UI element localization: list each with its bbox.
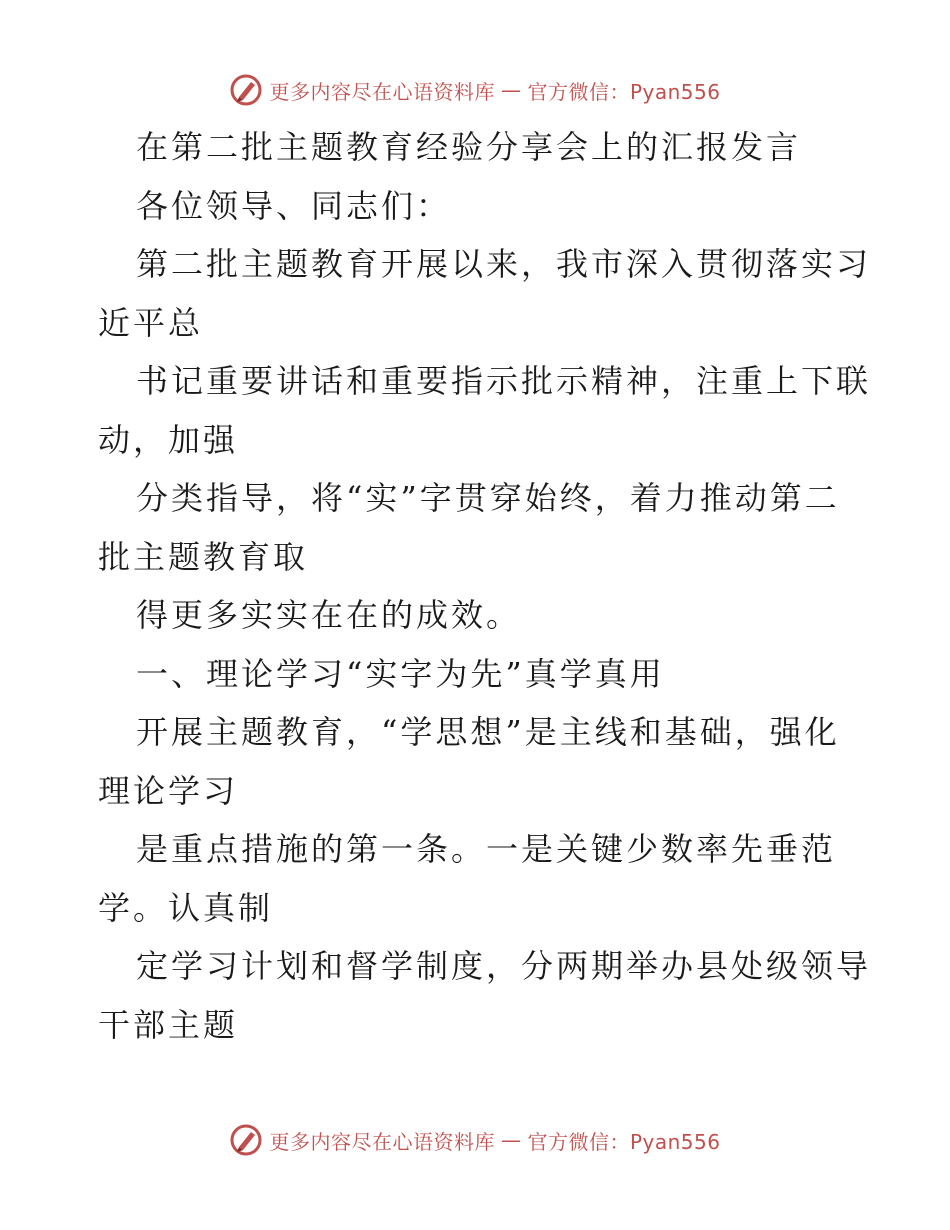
paragraph-line: 分类指导，将“实”字贯穿始终，着力推动第二 bbox=[136, 479, 840, 517]
paragraph-line: 理论学习 bbox=[98, 771, 239, 810]
paragraph-line: 动，加强 bbox=[98, 420, 239, 459]
watermark-content bbox=[229, 1123, 720, 1157]
watermark-wechat: 官方微信：Pyan556 bbox=[527, 1129, 721, 1154]
pen-nib-logo-icon bbox=[229, 73, 263, 107]
document-title: 在第二批主题教育经验分享会上的汇报发言 bbox=[136, 128, 802, 166]
paragraph-line: 近平总 bbox=[98, 303, 204, 342]
watermark-brand: 更多内容尽在心语资料库 bbox=[269, 79, 495, 104]
paragraph-line: 书记重要讲话和重要指示批示精神，注重上下联 bbox=[136, 362, 872, 400]
header-watermark bbox=[0, 70, 950, 110]
watermark-wechat: 官方微信：Pyan556 bbox=[527, 79, 721, 104]
footer-watermark bbox=[0, 1120, 950, 1160]
salutation: 各位领导、同志们： bbox=[136, 186, 452, 225]
pen-nib-logo-icon bbox=[229, 1123, 263, 1157]
paragraph-line: 批主题教育取 bbox=[98, 537, 309, 576]
paragraph-line: 学。认真制 bbox=[98, 888, 274, 927]
watermark-content bbox=[229, 73, 720, 107]
paragraph-line: 定学习计划和督学制度，分两期举办县处级领导 bbox=[136, 947, 872, 985]
document-body bbox=[98, 118, 872, 1054]
paragraph-line: 第二批主题教育开展以来，我市深入贯彻落实习 bbox=[136, 245, 872, 283]
watermark-dash: — bbox=[500, 1128, 522, 1152]
paragraph-line: 是重点措施的第一条。一是关键少数率先垂范 bbox=[136, 830, 837, 868]
section-heading: 一、理论学习“实字为先”真学真用 bbox=[136, 654, 665, 693]
watermark-dash: — bbox=[500, 78, 522, 102]
paragraph-line: 得更多实实在在的成效。 bbox=[136, 596, 522, 634]
watermark-brand: 更多内容尽在心语资料库 bbox=[269, 1129, 495, 1154]
paragraph-line: 干部主题 bbox=[98, 1005, 239, 1044]
paragraph-line: 开展主题教育，“学思想”是主线和基础，强化 bbox=[136, 713, 840, 751]
